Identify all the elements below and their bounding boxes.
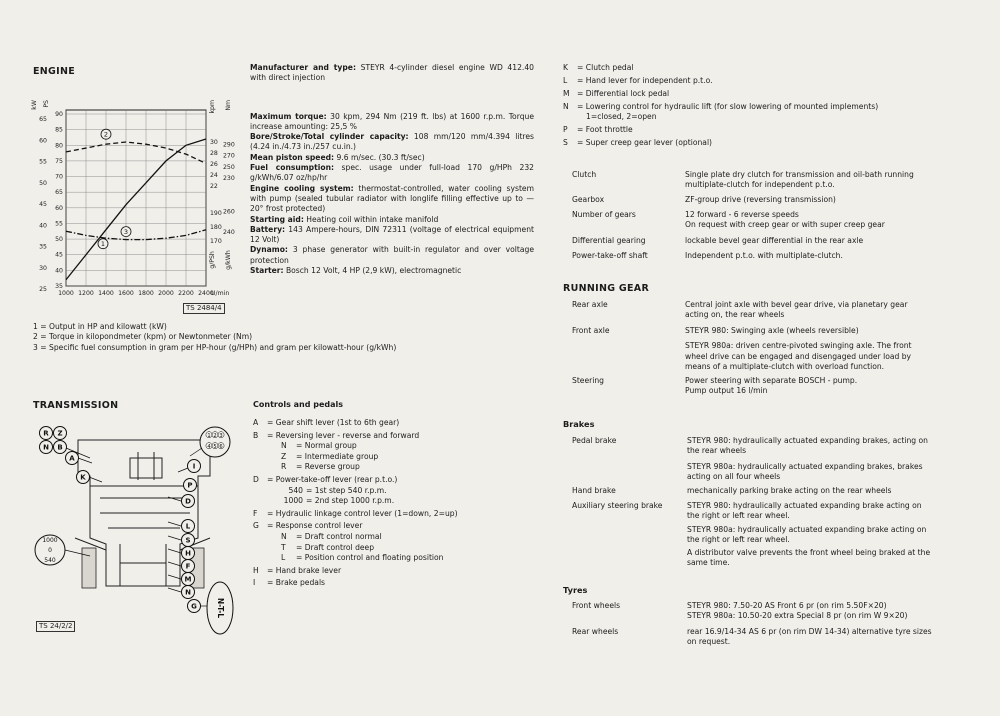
leader-line xyxy=(168,549,181,553)
diagram-callout xyxy=(182,547,195,560)
control-item xyxy=(563,125,973,136)
kw-tick-label: 45 xyxy=(39,201,47,209)
spec-row-line: acting on, the rear wheels xyxy=(685,310,785,320)
hatch-block xyxy=(82,548,96,588)
spec-row-value xyxy=(685,251,985,261)
spec-row-value xyxy=(685,376,985,397)
kw-tick-label: 30 xyxy=(39,264,47,272)
spec-row-value xyxy=(687,436,987,482)
spec-row-label: Pedal brake xyxy=(572,436,617,445)
control-text: = Normal group xyxy=(296,441,357,451)
engine-spec-text: 30 kpm, 294 Nm (219 ft. lbs) at 1600 r.p.m. Torque increase amounting: 25,5 % xyxy=(250,111,534,131)
control-text: = Position control and floating position xyxy=(296,553,444,563)
engine-spec-item xyxy=(250,215,534,225)
x-tick-label: 1800 xyxy=(138,290,154,297)
spec-row-value xyxy=(685,195,985,205)
series-line-1 xyxy=(66,139,206,280)
gear-position-label: 6 xyxy=(219,444,223,450)
kpm-tick-label: 22 xyxy=(210,183,218,190)
spec-row-line: A distributor valve prevents the front wheel being braked at the xyxy=(687,548,931,558)
control-key: D xyxy=(253,474,259,484)
spec-row-value xyxy=(687,501,987,569)
spec-row-line: STEYR 980: hydraulically actuated expanding brake acting on xyxy=(687,501,922,510)
legend-item: 3 = Specific fuel consumption in gram per HP-hour (g/HPh) and gram per kilowatt-hour (g/kWh) xyxy=(33,342,397,352)
spec-row-value xyxy=(685,210,985,231)
engine-spec-label: Mean piston speed: xyxy=(250,152,335,162)
spec-row-label: Rear axle xyxy=(572,300,608,309)
spec-row-line: STEYR 980a: hydraulically actuated expanding brake acting on xyxy=(687,524,927,534)
diagram-callout xyxy=(54,441,67,454)
control-text: = Intermediate group xyxy=(296,451,379,461)
control-key: G xyxy=(253,521,259,531)
engine-spec-text: Bosch 12 Volt, 4 HP (2,9 kW), electromagnetic xyxy=(283,266,462,276)
leader-line xyxy=(168,562,181,566)
spec-row-value xyxy=(687,601,987,622)
spec-row-label: Front wheels xyxy=(572,601,621,610)
pto-label: 0 xyxy=(48,547,52,554)
control-item xyxy=(253,578,523,589)
leader-line xyxy=(89,477,102,482)
spec-row-value xyxy=(685,170,985,191)
engine-spec-item xyxy=(250,132,534,153)
spec-row-line: STEYR 980a: 10.50-20 extra Special 8 pr (on rim W 9×20) xyxy=(687,611,908,621)
diagram-callout xyxy=(184,479,197,492)
spec-row-line: on request. xyxy=(687,637,731,647)
engine-spec-text: 3 phase generator with built-in regulator and over voltage protection xyxy=(250,245,534,265)
engine-spec-text: 9.6 m/sec. (30.3 ft/sec) xyxy=(334,152,425,162)
outline-stroke xyxy=(120,544,166,586)
x-tick-label: 2000 xyxy=(158,290,174,297)
engine-performance-chart xyxy=(30,86,245,318)
control-sub-key: N xyxy=(281,441,287,451)
x-tick-label: 1600 xyxy=(118,290,134,297)
transmission-diagram xyxy=(30,418,242,638)
leader-line xyxy=(178,468,188,472)
engine-spec-item xyxy=(250,112,534,133)
callout-text: N xyxy=(43,443,49,452)
engine-spec-item xyxy=(250,63,534,84)
spec-row-label: Hand brake xyxy=(572,486,616,495)
callout-text: Z xyxy=(57,429,63,438)
control-item xyxy=(253,452,523,463)
x-tick-label: 1000 xyxy=(58,290,74,297)
diagram-callout xyxy=(188,600,201,613)
control-text: = Response control lever xyxy=(267,521,363,531)
brakes-table xyxy=(572,436,977,576)
engine-spec-label: Dynamo: xyxy=(250,245,288,255)
leader-line xyxy=(168,575,181,579)
control-key: F xyxy=(253,508,258,518)
spec-row-line: 12 forward - 6 reverse speeds xyxy=(685,210,799,219)
diagram-callout xyxy=(66,452,79,465)
ps-tick-label: 70 xyxy=(55,173,63,181)
control-item xyxy=(253,566,523,577)
spec-row-line: STEYR 980a: driven centre-pivoted swinging axle. The front xyxy=(685,341,912,351)
control-item xyxy=(253,509,523,520)
control-key: S xyxy=(563,137,568,147)
spec-row-line: means of a multiplate-clutch with overload function. xyxy=(685,361,885,371)
callout-text: K xyxy=(80,473,86,482)
control-item xyxy=(253,496,523,507)
kw-tick-label: 40 xyxy=(39,222,47,230)
series-label-1: 1 xyxy=(100,240,106,249)
gps-tick-label: 170 xyxy=(210,238,222,245)
control-text: = Foot throttle xyxy=(577,124,633,134)
callout-text: P xyxy=(187,481,193,490)
ps-tick-label: 65 xyxy=(55,189,63,197)
engine-spec-label: Maximum torque: xyxy=(250,111,327,121)
ps-tick-label: 85 xyxy=(55,126,63,134)
engine-spec-text: thermostat-controlled, water cooling system with pump (sealed tubular radiator with longlife filling effective up to —20° frost protected) xyxy=(250,183,534,214)
tyres-heading: Tyres xyxy=(563,585,588,595)
engine-spec-text: STEYR 4-cylinder diesel engine WD 412.40 with direct injection xyxy=(250,63,534,83)
control-key: P xyxy=(563,124,568,134)
callout-text: R xyxy=(43,429,49,438)
ps-tick-label: 55 xyxy=(55,220,63,228)
control-item xyxy=(563,138,973,149)
gear-position-label: 2 xyxy=(213,433,217,439)
control-key: I xyxy=(253,578,256,588)
spec-row-value xyxy=(685,300,985,321)
control-item xyxy=(253,475,523,486)
nm-axis-label: Nm xyxy=(225,100,232,111)
spec-row-label: Power-take-off shaft xyxy=(572,251,648,260)
outline-stroke xyxy=(100,498,190,528)
spec-row-label: Steering xyxy=(572,376,605,385)
engine-spec-text: 143 Ampere-hours, DIN 72311 (voltage of electrical equipment 12 Volt) xyxy=(250,224,534,245)
spec-row-line: Power steering with separate BOSCH - pump. xyxy=(685,376,858,385)
spec-row-value xyxy=(687,486,987,496)
kpm-axis-label: kpm xyxy=(209,100,216,114)
gear-selector xyxy=(200,427,230,457)
gear-position-label: 1 xyxy=(207,433,211,439)
x-tick-label: 2200 xyxy=(178,290,194,297)
engine-spec-item xyxy=(250,245,534,266)
spec-row-line: wheel drive can be engaged and disengaged under load by xyxy=(685,351,912,361)
nm-tick-label: 230 xyxy=(223,175,235,183)
spec-row-label: Auxiliary steering brake xyxy=(572,501,663,510)
spec-row-line: ZF-group drive (reversing transmission) xyxy=(685,195,836,204)
control-key: N xyxy=(563,101,569,111)
control-key: H xyxy=(253,565,259,575)
ps-tick-label: 75 xyxy=(55,157,63,165)
engine-spec-label: Battery: xyxy=(250,224,286,234)
legend-item: 1 = Output in HP and kilowatt (kW) xyxy=(33,322,167,331)
running-gear-table xyxy=(572,300,972,404)
spec-row-line: same time. xyxy=(687,558,730,568)
series-label-2: 2 xyxy=(103,130,109,139)
control-text: = Differential lock pedal xyxy=(577,88,670,98)
engine-heading: ENGINE xyxy=(33,66,76,77)
engine-specs xyxy=(250,63,534,276)
leader-line xyxy=(78,458,92,463)
control-sub-key: 1000 xyxy=(283,496,303,506)
spec-row-line: the rear wheels xyxy=(687,446,747,456)
engine-spec-item xyxy=(250,266,534,276)
legend-item: 2 = Torque in kilopondmeter (kpm) or Newtonmeter (Nm) xyxy=(33,332,253,342)
control-sub-key: 540 xyxy=(288,485,303,495)
control-key: K xyxy=(563,63,568,72)
control-sub-key: L xyxy=(281,553,286,563)
control-sub-key: R xyxy=(281,462,287,472)
callout-text: H xyxy=(185,549,191,558)
control-item xyxy=(563,89,973,100)
gkwh-tick-label: 260 xyxy=(223,208,235,216)
diagram-callout xyxy=(40,427,53,440)
spec-row-label: Clutch xyxy=(572,170,597,179)
control-item xyxy=(253,462,523,473)
gkwh-axis-label: g/kWh xyxy=(225,250,232,270)
pto-selector xyxy=(35,535,65,565)
callout-text: G xyxy=(191,602,197,611)
x-tick-label: 2400 xyxy=(198,290,214,297)
diagram-callout xyxy=(182,573,195,586)
callout-text: N xyxy=(185,588,191,597)
diagram-callout xyxy=(54,427,67,440)
diagram-callout xyxy=(182,495,195,508)
control-item xyxy=(253,431,523,442)
pto-label: 540 xyxy=(44,557,56,564)
control-text: = Hydraulic linkage control lever (1=down, 2=up) xyxy=(267,508,458,518)
engine-spec-label: Bore/Stroke/Total cylinder capacity: xyxy=(250,132,409,142)
controls-list-continued xyxy=(563,63,973,151)
engine-spec-text: spec. usage under full-load 170 g/HPh 232 g/kWh/6.07 oz/hp/hr xyxy=(250,163,535,183)
spec-row-line: mechanically parking brake acting on the rear wheels xyxy=(687,486,892,495)
spec-row-line: Single plate dry clutch for transmission and oil-bath running xyxy=(685,170,914,179)
control-text: = Super creep gear lever (optional) xyxy=(577,137,713,147)
spec-row-line: rear 16.9/14-34 AS 6 pr (on rim DW 14-34) alternative tyre sizes xyxy=(687,627,932,636)
spec-row-line: On request with creep gear or with super creep gear xyxy=(685,220,885,230)
engine-spec-item xyxy=(250,163,534,184)
outline-stroke xyxy=(138,452,154,480)
engine-spec-item xyxy=(250,184,534,215)
spec-row-line: the right or left rear wheel. xyxy=(687,511,790,521)
spec-row-line: STEYR 980: Swinging axle (wheels reversible) xyxy=(685,326,859,335)
control-text: = Draft control deep xyxy=(296,542,375,552)
diagram-callout xyxy=(77,471,90,484)
control-text: = Draft control normal xyxy=(296,531,382,541)
callout-text: L xyxy=(185,522,191,531)
gear-position-label: 5 xyxy=(213,444,217,450)
spec-row-line: Central joint axle with bevel gear drive, via planetary gear xyxy=(685,300,908,309)
brakes-heading: Brakes xyxy=(563,419,595,429)
control-text: = Reverse group xyxy=(296,462,360,472)
series-label-3: 3 xyxy=(123,227,129,236)
engine-spec-item xyxy=(250,153,534,163)
kw-tick-label: 50 xyxy=(39,179,47,187)
ps-tick-label: 45 xyxy=(55,251,63,259)
ps-tick-label: 50 xyxy=(55,236,63,244)
nm-tick-label: 290 xyxy=(223,141,235,149)
outline-stroke xyxy=(130,458,162,478)
engine-spec-label: Starter: xyxy=(250,266,284,276)
diagram-callout xyxy=(182,560,195,573)
chart-reference: TS 2484/4 xyxy=(183,303,225,314)
spec-row-line: Independent p.t.o. with multiplate-clutch. xyxy=(685,251,843,260)
diagram-reference: TS 24/2/2 xyxy=(36,621,75,632)
spec-row-line: Pump output 16 l/min xyxy=(685,386,768,396)
leader-line xyxy=(168,588,181,592)
spec-row-line: lockable bevel gear differential in the rear axle xyxy=(685,236,864,245)
spec-row-value xyxy=(685,236,985,246)
engine-spec-label: Starting aid: xyxy=(250,214,304,224)
callout-text: D xyxy=(185,497,191,506)
spec-row-line: STEYR 980a: hydraulically actuated expanding brakes, brakes xyxy=(687,461,923,471)
x-tick-label: 1200 xyxy=(78,290,94,297)
x-axis-label: U/min xyxy=(211,290,230,297)
kpm-tick-label: 30 xyxy=(210,139,218,146)
spec-row-line: STEYR 980: hydraulically actuated expanding brakes, acting on xyxy=(687,436,928,445)
engine-legend xyxy=(33,322,513,353)
control-sub-key: N xyxy=(281,531,287,541)
diagram-callout xyxy=(188,460,201,473)
engine-spec-label: Fuel consumption: xyxy=(250,163,335,173)
controls-heading: Controls and pedals xyxy=(253,400,344,409)
control-item xyxy=(253,521,523,532)
gear-position-label: 3 xyxy=(219,433,223,439)
x-tick-label: 1400 xyxy=(98,290,114,297)
engine-spec-text: Heating coil within intake manifold xyxy=(303,214,439,224)
control-text: = Reversing lever - reverse and forward xyxy=(267,430,420,440)
response-label: N-T-L xyxy=(216,597,225,619)
control-text: = Gear shift lever (1st to 6th gear) xyxy=(267,418,400,427)
ps-tick-label: 80 xyxy=(55,142,63,150)
spec-row-label: Number of gears xyxy=(572,210,636,219)
control-item xyxy=(253,441,523,452)
drivetrain-table xyxy=(572,170,972,270)
ps-tick-label: 35 xyxy=(55,283,63,290)
response-selector xyxy=(207,582,233,634)
gkwh-tick-label: 240 xyxy=(223,228,235,236)
spec-row-line: STEYR 980: 7.50-20 AS Front 6 pr (on rim 5.50F×20) xyxy=(687,601,887,610)
engine-spec-label: Engine cooling system: xyxy=(250,183,354,193)
gear-position-label: 4 xyxy=(207,444,211,450)
control-sub-key: T xyxy=(281,542,286,552)
control-item xyxy=(253,553,523,564)
control-text: = 2nd step 1000 r.p.m. xyxy=(306,496,395,506)
callout-text: A xyxy=(69,454,75,463)
callout-text: M xyxy=(184,575,192,584)
callout-text: F xyxy=(185,562,191,571)
diagram-callout xyxy=(182,534,195,547)
kw-tick-label: 35 xyxy=(39,243,47,251)
leader-line xyxy=(190,448,202,456)
kpm-tick-label: 28 xyxy=(210,150,218,157)
spec-row-value xyxy=(687,627,987,648)
control-text: 1=closed, 2=open xyxy=(586,111,657,121)
pto-label: 1000 xyxy=(42,537,58,544)
ps-tick-label: 60 xyxy=(55,204,63,212)
control-item xyxy=(563,63,973,74)
ps-tick-label: 90 xyxy=(55,111,63,118)
diagram-callout xyxy=(40,441,53,454)
transmission-heading: TRANSMISSION xyxy=(33,400,119,411)
kpm-tick-label: 24 xyxy=(210,172,218,179)
kw-tick-label: 55 xyxy=(39,158,47,166)
control-text: = Lowering control for hydraulic lift (for slow lowering of mounted implements) xyxy=(577,101,879,111)
gps-axis-label: g/PSh xyxy=(209,251,216,269)
kw-tick-label: 60 xyxy=(39,137,47,145)
diagram-callout xyxy=(182,520,195,533)
spec-row-label: Rear wheels xyxy=(572,627,619,636)
kw-axis-label: kW xyxy=(31,100,38,110)
control-sub-key: Z xyxy=(281,451,287,461)
callout-text: B xyxy=(57,443,63,452)
tyres-table xyxy=(572,601,977,651)
diagram-callout xyxy=(182,586,195,599)
spec-row-label: Front axle xyxy=(572,326,610,335)
gps-tick-label: 180 xyxy=(210,224,222,231)
control-text: = Power-take-off lever (rear p.t.o.) xyxy=(267,474,398,484)
ps-axis-label: PS xyxy=(43,100,50,108)
control-key: B xyxy=(253,430,259,440)
kpm-tick-label: 26 xyxy=(210,161,218,168)
control-key: L xyxy=(563,75,568,85)
leader-line xyxy=(168,522,181,526)
plot-frame xyxy=(66,110,206,286)
control-item xyxy=(253,543,523,554)
control-item xyxy=(253,418,523,429)
engine-spec-item xyxy=(250,225,534,246)
control-item xyxy=(253,486,523,497)
leader-line xyxy=(168,536,181,540)
callout-text: I xyxy=(192,462,196,471)
running-gear-heading: RUNNING GEAR xyxy=(563,283,650,294)
spec-row-value xyxy=(685,326,985,372)
spec-row-line: multiplate-clutch for independent p.t.o. xyxy=(685,180,835,190)
series-line-3 xyxy=(66,227,206,240)
control-text: = Hand lever for independent p.t.o. xyxy=(577,75,713,85)
control-item xyxy=(253,532,523,543)
spec-row-label: Gearbox xyxy=(572,195,605,204)
nm-tick-label: 250 xyxy=(223,163,235,171)
control-text: = 1st step 540 r.p.m. xyxy=(306,485,387,495)
nm-tick-label: 270 xyxy=(223,152,235,160)
gps-tick-label: 190 xyxy=(210,210,222,217)
control-item xyxy=(563,112,973,123)
engine-spec-text: 108 mm/120 mm/4.394 litres (4.24 in./4.73 in./257 cu.in.) xyxy=(250,132,534,152)
control-text: = Clutch pedal xyxy=(577,63,634,72)
callout-text: S xyxy=(185,536,191,545)
spec-row-label: Differential gearing xyxy=(572,236,646,245)
control-text: = Brake pedals xyxy=(267,578,326,588)
control-key: M xyxy=(563,88,570,98)
ps-tick-label: 40 xyxy=(55,267,63,275)
spec-row-line: the right or left rear wheel. xyxy=(687,534,790,544)
spec-row-line: acting on all four wheels xyxy=(687,471,781,481)
engine-spec-label: Manufacturer and type: xyxy=(250,63,356,72)
kw-tick-label: 25 xyxy=(39,286,47,294)
controls-list xyxy=(253,418,523,589)
control-text: = Hand brake lever xyxy=(267,565,342,575)
control-key: A xyxy=(253,418,259,427)
kw-tick-label: 65 xyxy=(39,116,47,124)
control-item xyxy=(563,76,973,87)
